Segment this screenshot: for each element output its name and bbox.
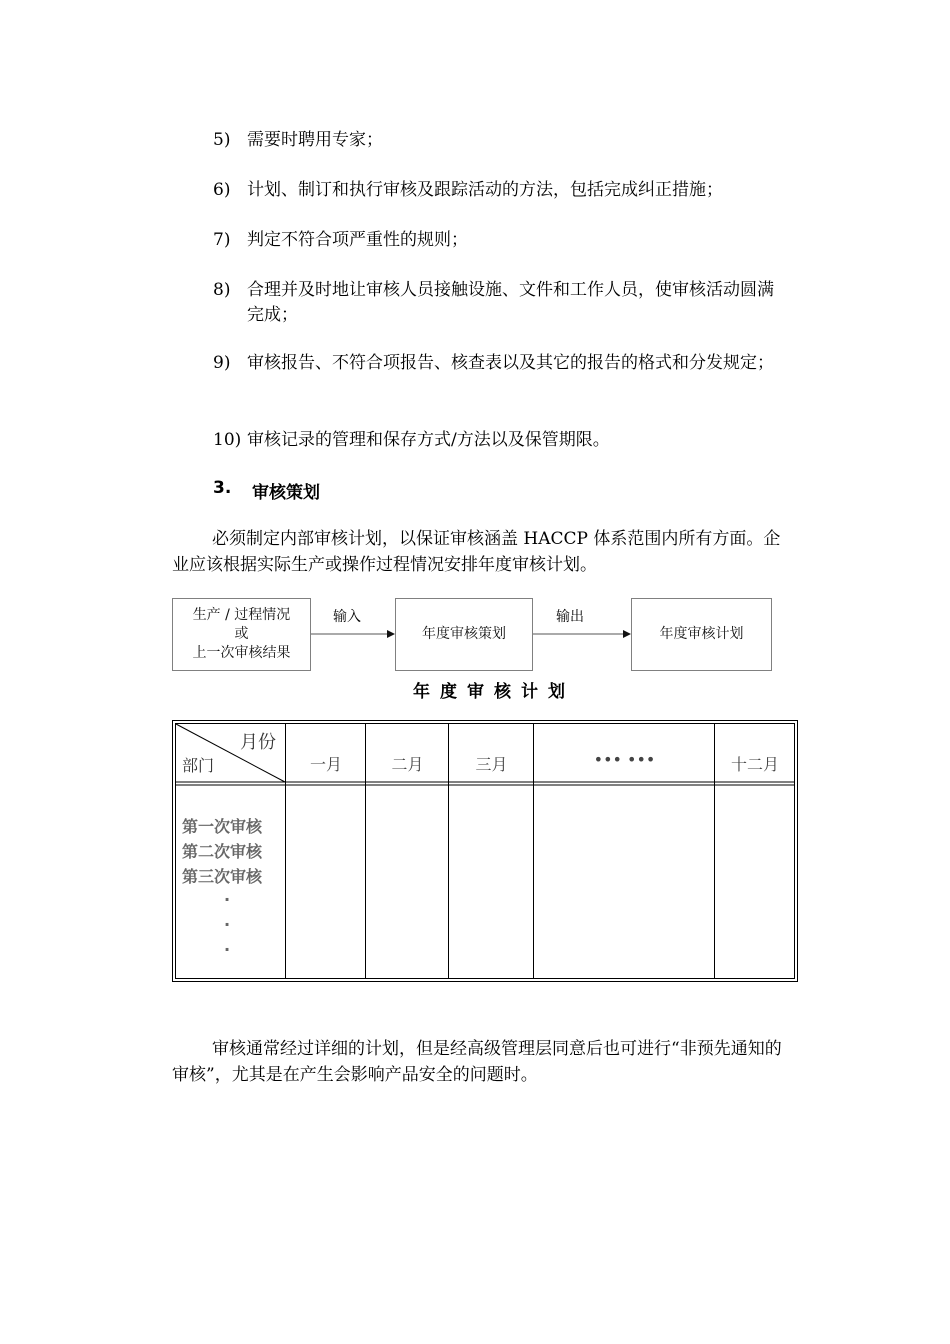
arrow-label-input: 输入 — [333, 609, 361, 625]
intro-paragraph: 必须制定内部审核计划，以保证审核涵盖 HACCP 体系范围内所有方面。企业应该根据实际生产或操作过程情况安排年度审核计划。 — [172, 529, 781, 575]
flow-box-input-source — [172, 598, 311, 671]
arrow-right-icon — [533, 626, 633, 642]
list-item — [213, 178, 793, 204]
continuation-dot: . — [224, 936, 231, 955]
list-number: 5) — [213, 130, 231, 150]
plan-title: 年度审核计划 — [413, 682, 575, 702]
list-item — [213, 128, 793, 154]
list-number: 8) — [213, 280, 231, 300]
month-header: 二月 — [391, 755, 424, 774]
list-item — [213, 278, 793, 330]
list-text: 需要时聘用专家； — [247, 130, 383, 150]
header-corner-month: 月份 — [240, 732, 276, 753]
month-header: 十二月 — [730, 755, 779, 774]
flow-box-label: 年度审核计划 — [659, 626, 744, 642]
list-number: 10) — [213, 430, 242, 450]
flow-box-line: 生产 / 过程情况 — [192, 607, 291, 623]
audit-row-label: 第一次审核 — [182, 817, 263, 836]
list-text: 审核报告、不符合项报告、核查表以及其它的报告的格式和分发规定； — [247, 353, 774, 373]
header-corner-department: 部门 — [182, 756, 215, 775]
list-item — [213, 428, 793, 454]
flow-box-label: 年度审核策划 — [422, 626, 506, 642]
list-text: 计划、制订和执行审核及跟踪活动的方法，包括完成纠正措施； — [247, 180, 723, 200]
section-number: 3. — [213, 478, 232, 498]
list-number: 7) — [213, 230, 231, 250]
flow-box-annual-planning — [395, 598, 533, 671]
list-text: 判定不符合项严重性的规则； — [247, 230, 468, 250]
list-item — [213, 351, 793, 403]
audit-row-label: 第二次审核 — [182, 842, 263, 861]
month-header-ellipsis: ••• ••• — [593, 750, 656, 769]
arrow-label-output: 输出 — [556, 609, 584, 625]
flow-box-line: 或 — [234, 626, 249, 642]
list-text: 审核记录的管理和保存方式/方法以及保管期限。 — [247, 430, 610, 450]
closing-paragraph: 审核通常经过详细的计划，但是经高级管理层同意后也可进行“非预先通知的审核”，尤其是在产生会影响产品安全的问题时。 — [172, 1039, 782, 1085]
flow-box-annual-plan — [631, 598, 772, 671]
list-item — [213, 228, 793, 254]
list-number: 9) — [213, 353, 231, 373]
section-title: 审核策划 — [252, 483, 320, 503]
continuation-dot: . — [224, 911, 231, 930]
arrow-right-icon — [311, 626, 397, 642]
audit-row-label: 第三次审核 — [182, 867, 263, 886]
list-text: 合理并及时地让审核人员接触设施、文件和工作人员，使审核活动圆满完成； — [247, 280, 774, 325]
continuation-dot: . — [224, 886, 231, 905]
month-header: 三月 — [475, 755, 508, 774]
month-header: 一月 — [309, 755, 342, 774]
flow-box-line: 上一次审核结果 — [192, 645, 291, 661]
list-number: 6) — [213, 180, 231, 200]
